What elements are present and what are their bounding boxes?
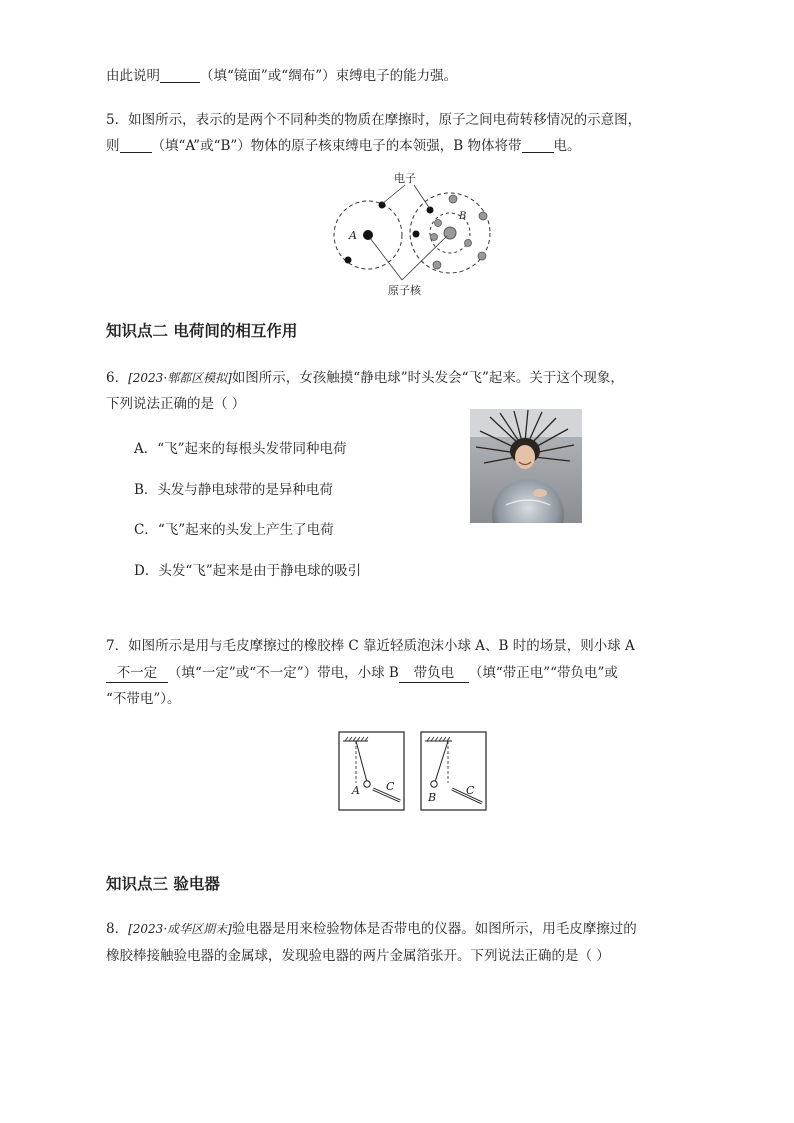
q7-line3: “不带电”）。 (106, 691, 181, 707)
q6-option-a[interactable]: A．“飞”起来的每根头发带同种电荷 (134, 441, 347, 457)
q6-stem: 如图所示，女孩触摸“静电球”时头发会“飞”起来。关于这个现象， (231, 370, 624, 386)
q7-answer-a[interactable]: 不一定 (106, 664, 168, 683)
q6-line2: 下列说法正确的是（ ） (106, 396, 246, 412)
q5-line2 (106, 137, 581, 155)
q6-option-d[interactable]: D．头发“飞”起来是由于静电球的吸引 (134, 563, 362, 579)
q8-number: 8． (106, 921, 129, 937)
q7-label-c-2: C (466, 784, 475, 797)
q8-source: [2023·成华区期末] (128, 922, 232, 936)
q7-label-c-1: C (386, 780, 395, 793)
q6-number: 6． (106, 370, 129, 386)
q8-stem: 验电器是用来检验物体是否带电的仪器。如图所示，用毛皮摩擦过的 (231, 921, 637, 937)
q6-source: [2023·郫都区模拟] (128, 371, 232, 385)
q5-text-pre: 则 (106, 138, 120, 154)
q7-pendulum-diagram (338, 731, 488, 811)
q7-ball-a (364, 781, 370, 787)
q8-line1 (106, 920, 637, 938)
q5-atom-diagram (330, 168, 500, 298)
q6-option-c[interactable]: C．“飞”起来的头发上产生了电荷 (134, 522, 334, 538)
q5-text-post: 电。 (553, 138, 581, 154)
q6-line1 (106, 369, 624, 387)
q7-text-post: （填“带正电”“带负电”或 (468, 665, 618, 681)
q6-static-ball-photo (470, 409, 582, 523)
q7-answer-b[interactable]: 带负电 (399, 664, 469, 683)
atom-a-electron-2 (345, 257, 352, 264)
q5-blank-1[interactable] (120, 138, 152, 153)
q7-label-a: A (352, 784, 360, 797)
atom-a-electron-1 (379, 202, 386, 209)
q6-option-b[interactable]: B．头发与静电球带的是异种电荷 (134, 482, 333, 498)
q5-text-mid: （填“A”或“B”）物体的原子核束缚电子的本领强，B 物体将带 (151, 138, 522, 154)
q4-text-post: （填“镜面”或“绸布”）束缚电子的能力强。 (200, 68, 458, 84)
section-2-heading: 知识点二 电荷间的相互作用 (106, 322, 298, 340)
q4-text-pre: 由此说明 (106, 68, 160, 84)
q4-tail-line (106, 67, 457, 85)
label-atom-b: B (459, 211, 467, 222)
q7-text-mid: （填“一定”或“不一定”）带电，小球 B (168, 665, 399, 681)
q7-label-b: B (428, 791, 437, 804)
q5-line1: 5．如图所示，表示的是两个不同种类的物质在摩擦时，原子之间电荷转移情况的示意图， (106, 112, 642, 128)
label-electron: 电子 (394, 172, 416, 185)
q7-line1: 7．如图所示是用与毛皮摩擦过的橡胶棒 C 靠近轻质泡沫小球 A、B 时的场景，则小球 A (106, 638, 635, 654)
q4-answer-blank[interactable] (160, 68, 200, 83)
section-3-heading: 知识点三 验电器 (106, 875, 220, 893)
q7-ball-b (431, 781, 437, 787)
q8-line2: 橡胶棒接触验电器的金属球，发现验电器的两片金属箔张开。下列说法正确的是（ ） (106, 948, 610, 964)
q7-line2 (106, 664, 618, 683)
label-atom-a: A (349, 229, 357, 242)
label-nucleus: 原子核 (388, 284, 421, 297)
atom-a-nucleus (363, 230, 373, 240)
q5-blank-2[interactable] (522, 138, 554, 153)
